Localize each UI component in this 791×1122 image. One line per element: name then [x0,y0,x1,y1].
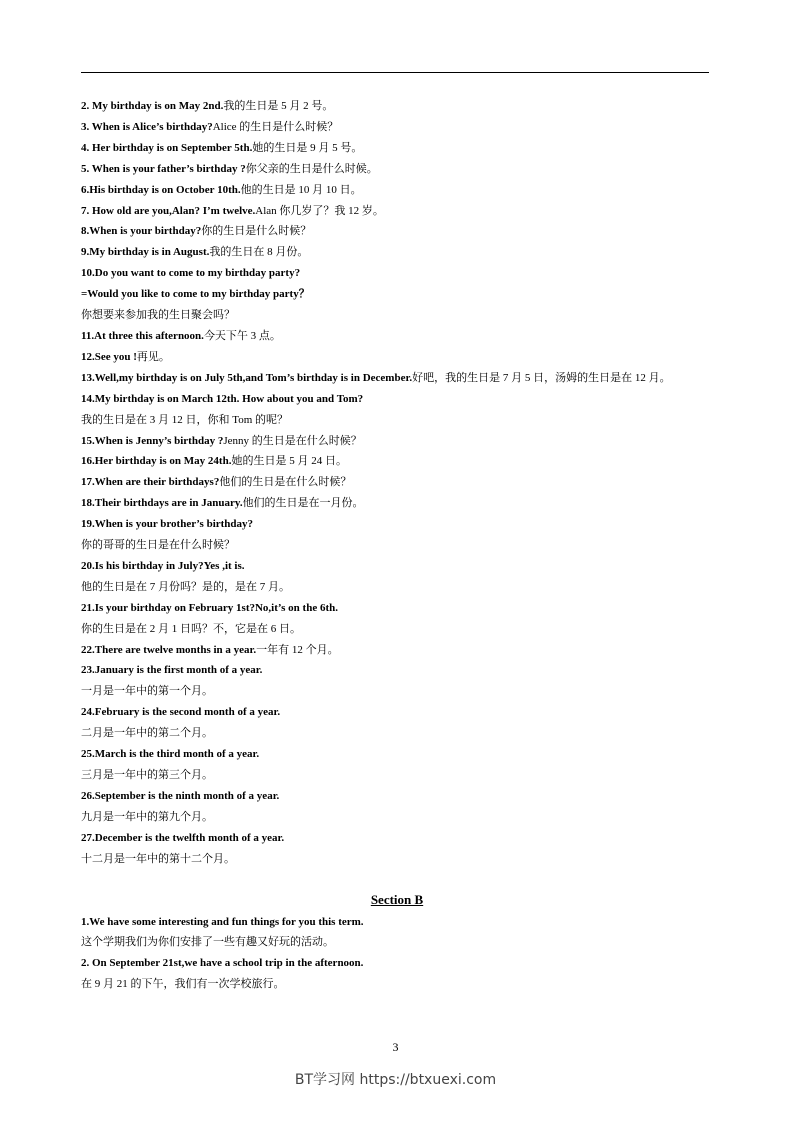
chinese-translation: 一月是一年中的第一个月。 [81,685,213,698]
chinese-translation: 在 9 月 21 的下午，我们有一次学校旅行。 [81,978,285,991]
sentence-line [81,305,713,326]
chinese-translation: 一年有 12 个月。 [256,643,339,656]
english-text: 24.February is the second month of a year. [81,706,281,719]
chinese-translation: 你的哥哥的生日是在什么时候？ [81,539,235,552]
sentence-line [81,96,713,117]
sentence-line [81,535,713,556]
english-text: 15.When is Jenny’s birthday ? [81,434,224,447]
chinese-translation: 她的生日是 5 月 24 日。 [231,455,347,468]
english-text: 21.Is your birthday on February 1st?No,it’s on the 6th. [81,601,338,614]
english-text: 18.Their birthdays are in January. [81,497,243,510]
english-text: 14.My birthday is on March 12th. How about you and Tom? [81,392,364,405]
english-text: 13.Well,my birthday is on July 5th,and Tom’s birthday is in December. [81,371,413,384]
sentence-line [81,660,713,681]
sentence-line [81,389,713,410]
sentence-line [81,598,713,619]
english-text: 22.There are twelve months in a year. [81,643,257,656]
sentence-line [81,556,713,577]
sentence-line [81,138,713,159]
sentence-line [81,619,713,640]
document-body [81,96,713,995]
chinese-translation: Alice 的生日是什么时候？ [212,120,339,133]
chinese-translation: Jenny 的生日是在什么时候？ [223,434,362,447]
sentence-line [81,807,713,828]
sentence-line [81,159,713,180]
sentence-list [81,96,713,870]
sentence-line [81,953,713,974]
chinese-translation: 再见。 [136,350,170,363]
chinese-translation: 他的生日是 10 月 10 日。 [240,183,362,196]
sentence-line [81,472,713,493]
sentence-line [81,431,713,452]
english-text: 2. On September 21st,we have a school trip in the afternoon. [81,957,364,970]
chinese-translation: 他们的生日是在什么时候？ [219,476,352,489]
section-b-title: Section B [370,891,424,907]
sentence-line [81,974,713,995]
sentence-line [81,640,713,661]
english-text: 16.Her birthday is on May 24th. [81,455,232,468]
english-text: 9.My birthday is in August. [81,246,210,259]
english-text: 2. My birthday is on May 2nd. [81,100,224,112]
english-text: =Would you like to come to my birthday party？ [81,288,310,301]
watermark: BT学习网 https://btxuexi.com [294,1072,497,1088]
sentence-line [81,932,713,953]
english-text: 7. How old are you,Alan? I’m twelve. [81,204,256,217]
chinese-translation: 你的生日是什么时候？ [201,225,312,238]
chinese-translation: Alan 你几岁了？我 12 岁。 [255,204,384,217]
chinese-translation: 今天下午 3 点。 [203,329,281,342]
english-text: 19.When is your brother’s birthday? [81,518,254,531]
chinese-translation: 你的生日是在 2 月 1 日吗？不，它是在 6 日。 [81,622,301,635]
english-text: 5. When is your father’s birthday ? [81,162,246,175]
sentence-line [81,577,713,598]
sentence-line [81,828,713,849]
english-text: 27.December is the twelfth month of a year. [81,831,285,844]
chinese-translation: 他的生日是在 7 月份吗？是的，是在 7 月。 [81,580,290,593]
sentence-line [81,493,713,514]
sentence-line [81,201,713,222]
sentence-line [81,180,713,201]
chinese-translation: 二月是一年中的第二个月。 [81,727,213,740]
page-number: 3 [392,1040,399,1054]
section-b-sentence-list [81,912,713,996]
english-text: 17.When are their birthdays? [81,476,220,489]
sentence-line [81,326,713,347]
chinese-translation: 你父亲的生日是什么时候。 [245,162,378,175]
chinese-translation: 十二月是一年中的第十二个月。 [81,852,235,865]
chinese-translation: 我的生日是在 3 月 12 日，你和 Tom 的呢？ [81,413,289,426]
header-rule [81,72,709,73]
chinese-translation: 这个学期我们为你们安排了一些有趣又好玩的活动。 [81,936,334,949]
sentence-line [81,849,713,870]
sentence-line [81,221,713,242]
english-text: 20.Is his birthday in July?Yes ,it is. [81,559,245,572]
sentence-line [81,765,713,786]
sentence-line [81,242,713,263]
english-text: 4. Her birthday is on September 5th. [81,141,253,154]
sentence-line [81,263,713,284]
sentence-line [81,681,713,702]
english-text: 11.At three this afternoon. [81,329,204,342]
english-text: 1.We have some interesting and fun things for you this term. [81,915,364,928]
chinese-translation: 三月是一年中的第三个月。 [81,769,213,781]
sentence-line [81,786,713,807]
chinese-translation: 她的生日是 9 月 5 号。 [252,141,363,154]
sentence-line [81,702,713,723]
sentence-line [81,514,713,535]
english-text: 12.See you ! [81,350,137,363]
sentence-line [81,744,713,765]
english-text: 6.His birthday is on October 10th. [81,183,241,196]
english-text: 23.January is the first month of a year. [81,664,263,677]
chinese-translation: 九月是一年中的第九个月。 [81,810,213,823]
english-text: 8.When is your birthday? [81,225,202,238]
sentence-line [81,410,713,431]
sentence-line [81,912,713,933]
sentence-line [81,117,713,138]
english-text: 3. When is Alice’s birthday? [81,120,213,133]
chinese-translation: 好吧，我的生日是 7 月 5 日，汤姆的生日是在 12 月。 [412,371,671,384]
sentence-line [81,451,713,472]
english-text: 25.March is the third month of a year. [81,748,260,761]
chinese-translation: 你想要来参加我的生日聚会吗？ [81,309,235,322]
english-text: 10.Do you want to come to my birthday party? [81,267,301,280]
chinese-translation: 我的生日是 5 月 2 号。 [223,100,334,112]
sentence-line [81,723,713,744]
sentence-line [81,368,713,389]
chinese-translation: 我的生日在 8 月份。 [209,246,309,259]
sentence-line [81,284,713,305]
sentence-line [81,347,713,368]
chinese-translation: 他们的生日是在一月份。 [242,497,364,510]
english-text: 26.September is the ninth month of a year. [81,789,280,802]
